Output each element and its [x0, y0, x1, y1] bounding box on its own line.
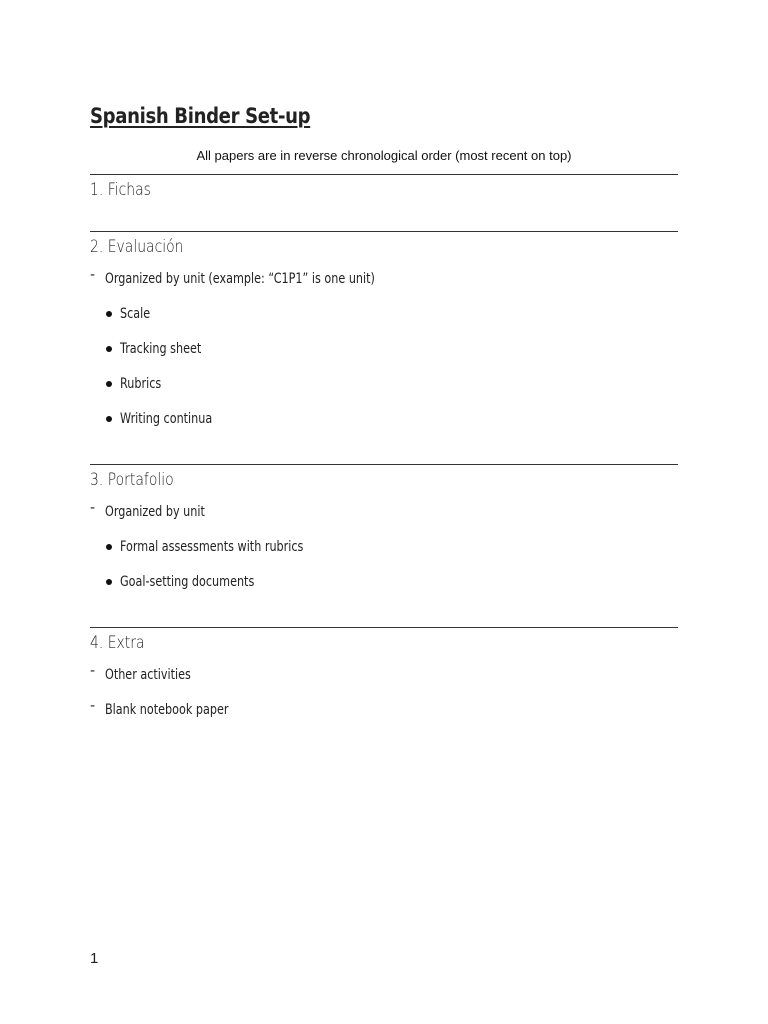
- list-item: [90, 374, 678, 409]
- section-heading: 1. Fichas: [90, 180, 151, 200]
- list-item: [90, 572, 678, 607]
- section-extra: [90, 627, 678, 735]
- dash-marker: -: [90, 663, 96, 679]
- bullet-icon: [106, 311, 112, 317]
- bullet-icon: [106, 544, 112, 550]
- section-divider: [90, 464, 678, 465]
- dash-marker: -: [90, 267, 96, 283]
- bullet-icon: [106, 579, 112, 585]
- page-number: 1: [90, 950, 99, 967]
- list-item-text: Rubrics: [120, 376, 162, 392]
- bullet-icon: [106, 381, 112, 387]
- section-heading: 4. Extra: [90, 633, 145, 653]
- list-item: [90, 269, 678, 304]
- dash-marker: -: [90, 500, 96, 516]
- list-item: [90, 409, 678, 444]
- list-item-text: Formal assessments with rubrics: [120, 539, 304, 555]
- list-item-text: Organized by unit (example: “C1P1” is one unit): [105, 271, 375, 287]
- list-item-text: Organized by unit: [105, 504, 205, 520]
- list-item: [90, 700, 678, 735]
- section-heading: 3. Portafolio: [90, 470, 174, 490]
- list-item-text: Tracking sheet: [120, 341, 202, 357]
- list-item: [90, 304, 678, 339]
- list-item-text: Other activities: [105, 667, 191, 683]
- list-item: [90, 537, 678, 572]
- document-title: Spanish Binder Set-up: [90, 104, 311, 128]
- bullet-icon: [106, 346, 112, 352]
- document-subtitle: All papers are in reverse chronological order (most recent on top): [196, 148, 572, 163]
- list-item: [90, 665, 678, 700]
- list-item: [90, 339, 678, 374]
- list-item-text: Scale: [120, 306, 151, 322]
- bullet-icon: [106, 416, 112, 422]
- list-item-text: Blank notebook paper: [105, 702, 229, 718]
- dash-marker: -: [90, 698, 96, 714]
- section-divider: [90, 627, 678, 628]
- section-fichas: [90, 174, 678, 200]
- section-divider: [90, 231, 678, 232]
- list-item-text: Goal-setting documents: [120, 574, 255, 590]
- section-evaluacion: [90, 231, 678, 444]
- section-heading: 2. Evaluación: [90, 237, 184, 257]
- list-item: [90, 502, 678, 537]
- section-divider: [90, 174, 678, 175]
- section-portafolio: [90, 464, 678, 607]
- list-item-text: Writing continua: [120, 411, 213, 427]
